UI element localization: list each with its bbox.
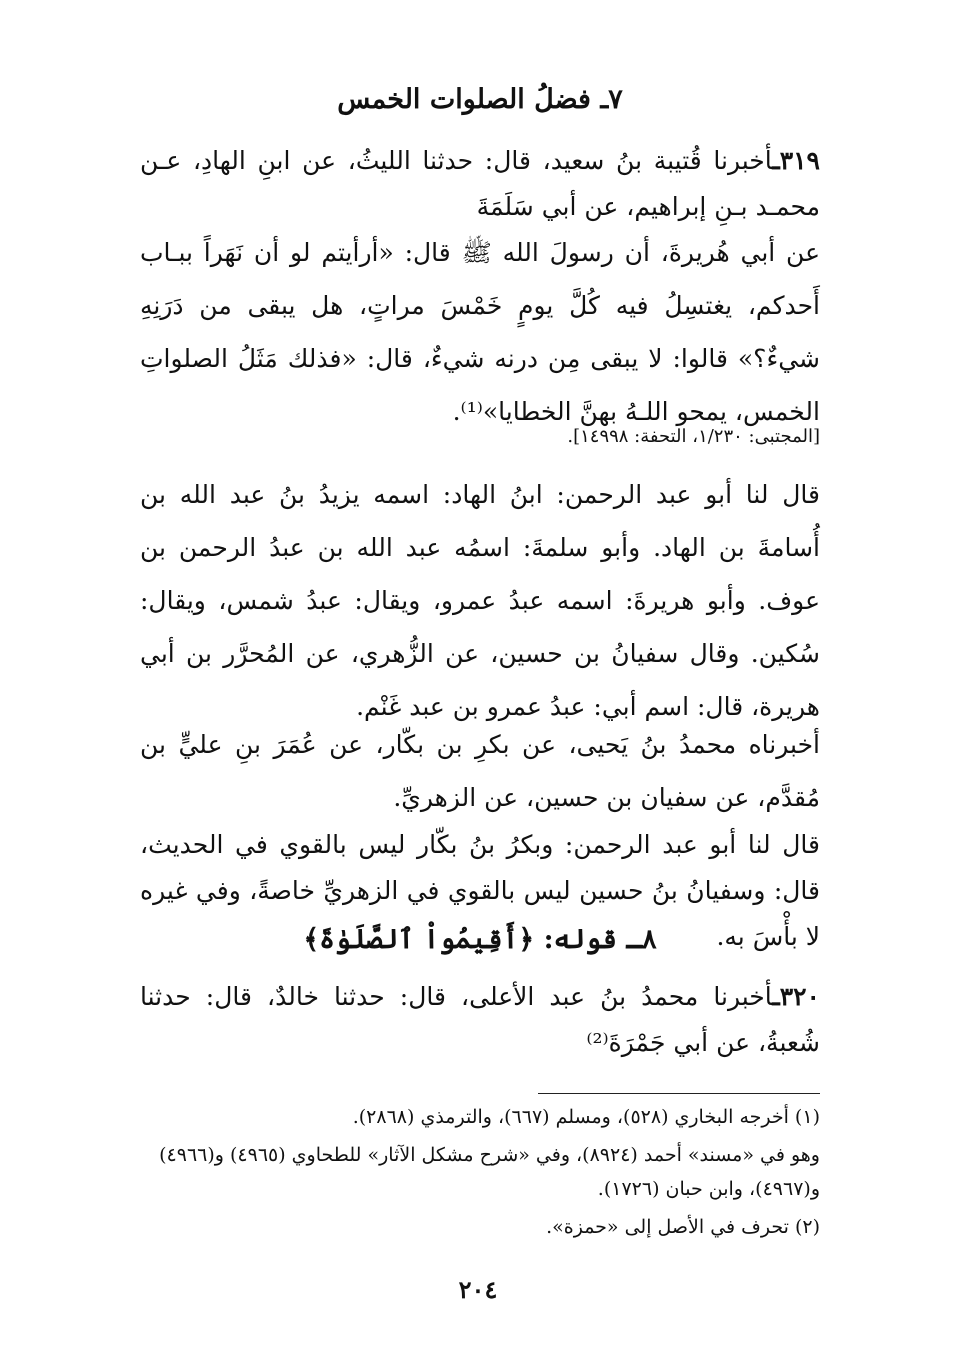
commentary-2: أخبرناه محمدُ بنُ يَحيى، عن بكرِ بن بكّار، عن عُمَرَ بنِ عليٍّ بن مُقدَّم، عن سفيان بن حسين، عن الزهريِّ. xyxy=(140,730,820,812)
hadith-319-number: ٣١٩ـ xyxy=(772,146,820,175)
hadith-319-isnad: أخبرنا قُتيبة بنُ سعيد، قال: حدثنا الليثُ، عن ابنِ الهادِ، عـن محمـد بـنِ إبراهيم، عن أبي سَلَمَةَ xyxy=(140,146,820,221)
hadith-320-number: ٣٢٠ـ xyxy=(772,982,820,1011)
hadith-319-chain-block xyxy=(140,138,820,230)
hadith-319-text-block xyxy=(140,226,820,438)
page-number: ٢٠٤ xyxy=(458,1275,498,1304)
footnote-1-continued: وهو في «مسند» أحمد (٨٩٢٤)، وفي «شرح مشكل الآثار» للطحاوي (٤٩٦٥) و(٤٩٦٦) و(٤٩٦٧)، وابن حبان (١٧٢٦). xyxy=(159,1144,820,1200)
hadith-319-source: [المجتبى: ١/٢٣٠، التحفة: ١٤٩٩٨]. xyxy=(567,426,820,447)
commentary-3: قال لنا أبو عبد الرحمن: وبكرُ بنُ بكّار ليس بالقوي في الحديث، قال: وسفيانُ بنُ حسين ليس بالقوي في الزهريِّ خاصةً، وفي غيره لا بأْسَ به. xyxy=(140,830,820,951)
hadith-320-block xyxy=(140,974,820,1066)
footnote-2: (٢) تحرف في الأصل إلى «حمزة». xyxy=(546,1216,820,1238)
hadith-319-chain xyxy=(140,138,820,230)
hadith-320-chain xyxy=(140,974,820,1066)
commentary-1: قال لنا أبو عبد الرحمن: ابنُ الهاد: اسمه يزيدُ بنُ عبد الله بن أُسامةَ بن الهاد. وأبو سلمةَ: اسمُه عبد الله بن عبدُ الرحمن بن عوف. وأبو هريرةَ: اسمه عبدُ عمرو، ويقال: عبدُ شمس، ويقال: سُكين. وقال سفيانُ بن حسين، عن الزُّهري، عن المُحرَّر بن أبي هريرة، قال: اسم أبي: عبدُ عمرو بن عبد غَنْم. xyxy=(140,480,820,721)
commentary-2-block xyxy=(140,718,820,824)
chapter-heading-8: ٨ـ قوله: ﴿أَقِيمُواْ ٱلصَّلَوٰةَ﴾ xyxy=(303,924,657,955)
hadith-319-text: عن أبي هُريرةَ، أن رسولَ الله ﷺ قال: «أرأيتم لو أن نَهَراً ببـاب أَحدكم، يغتسِلُ فيه كُلَّ يومٍ خَمْسَ مراتٍ، هل يبقى من دَرَنِهِ شيءٌ؟» قالوا: لا يبقى مِن درنه شيءٌ، قال: «فذلك مَثَلُ الصلواتِ الخمس، يمحو اللـهُ بهنَّ الخطايا»⁽¹⁾. xyxy=(140,238,820,426)
hadith-320-isnad: أخبرنا محمدُ بنُ عبد الأعلى، قال: حدثنا خالدٌ، قال: حدثنا شُعبةُ، عن أبي جَمْرَةَ⁽²⁾ xyxy=(140,982,820,1057)
chapter-heading-7: ٧ـ فضلُ الصلوات الخمس xyxy=(337,84,623,115)
footnote-separator xyxy=(538,1093,820,1094)
commentary-1-block xyxy=(140,468,820,733)
footnote-1: (١) أخرجه البخاري (٥٢٨)، ومسلم (٦٦٧)، والترمذي (٢٨٦٨). xyxy=(352,1106,820,1128)
